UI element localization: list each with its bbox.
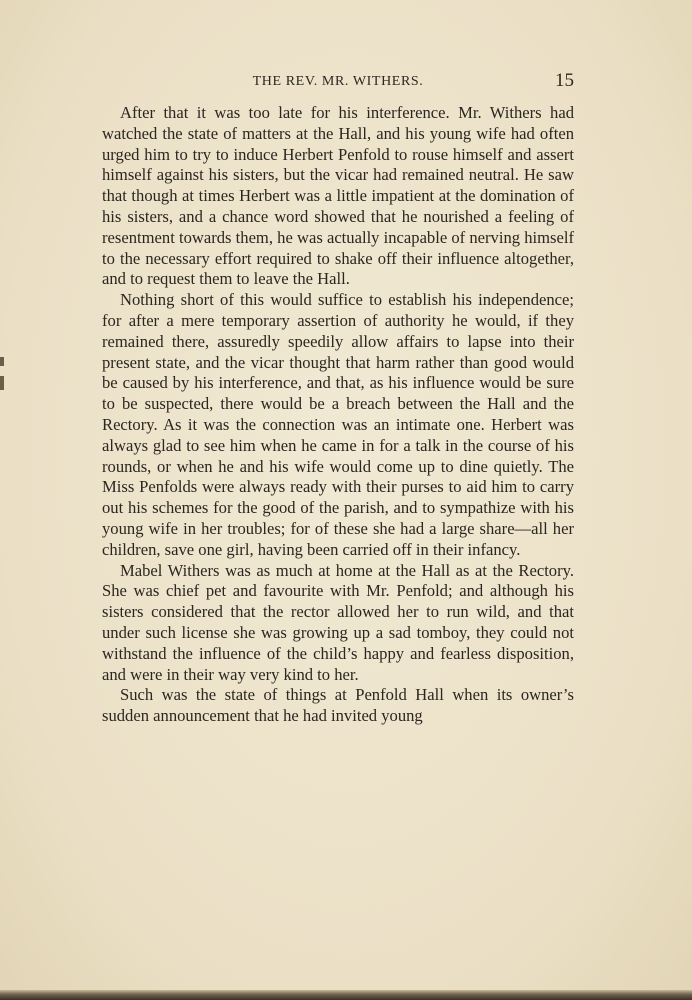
margin-mark [0,357,4,366]
paragraph: Such was the state of things at Penfold Hall when its owner’s sudden announcement that he had invited young [102,685,574,726]
page-header [102,70,574,94]
margin-mark [0,376,4,390]
page-edge [0,990,692,1000]
page-number: 15 [555,70,574,91]
body-text [102,103,574,727]
paragraph: After that it was too late for his interference. Mr. Withers had watched the state of matters at the Hall, and his young wife had often urged him to try to induce Herbert Penfold to rouse himself and assert himself against his sisters, but the vicar had remained neutral. He saw that though at times Herbert was a little impatient at the domination of his sisters, and a chance word showed that he nourished a feeling of resentment towards them, he was actually incapable of nerving himself to the necessary effort required to shake off their influence altogether, and to request them to leave the Hall. [102,103,574,289]
running-title: THE REV. MR. WITHERS. [252,74,424,89]
paragraph: Mabel Withers was as much at home at the Hall as at the Rectory. She was chief pet and favourite with Mr. Penfold; and although his sisters considered that the rector allowed her to run wild, and that under such license she was growing up a sad tomboy, they could not withstand the influence of the child’s happy and fearless disposition, and were in their way very kind to her. [102,560,574,684]
paragraph: Nothing short of this would suffice to establish his independence; for after a mere temporary assertion of authority he would, if they remained there, assuredly speedily allow affairs to lapse into their present state, and the vicar thought that harm rather than good would be caused by his interference, and that, as his influence would be sure to be suspected, there would be a breach between the Hall and the Rectory. As it was the connection was an intimate one. Herbert was always glad to see him when he came in for a talk in the course of his rounds, or when he and his wife would come up to dine quietly. The Miss Penfolds were always ready with their purses to aid him to carry out his schemes for the good of the parish, and to sympathize with his young wife in her troubles; for of these she had a large share—all her children, save one girl, having been carried off in their infancy. [102,290,574,559]
